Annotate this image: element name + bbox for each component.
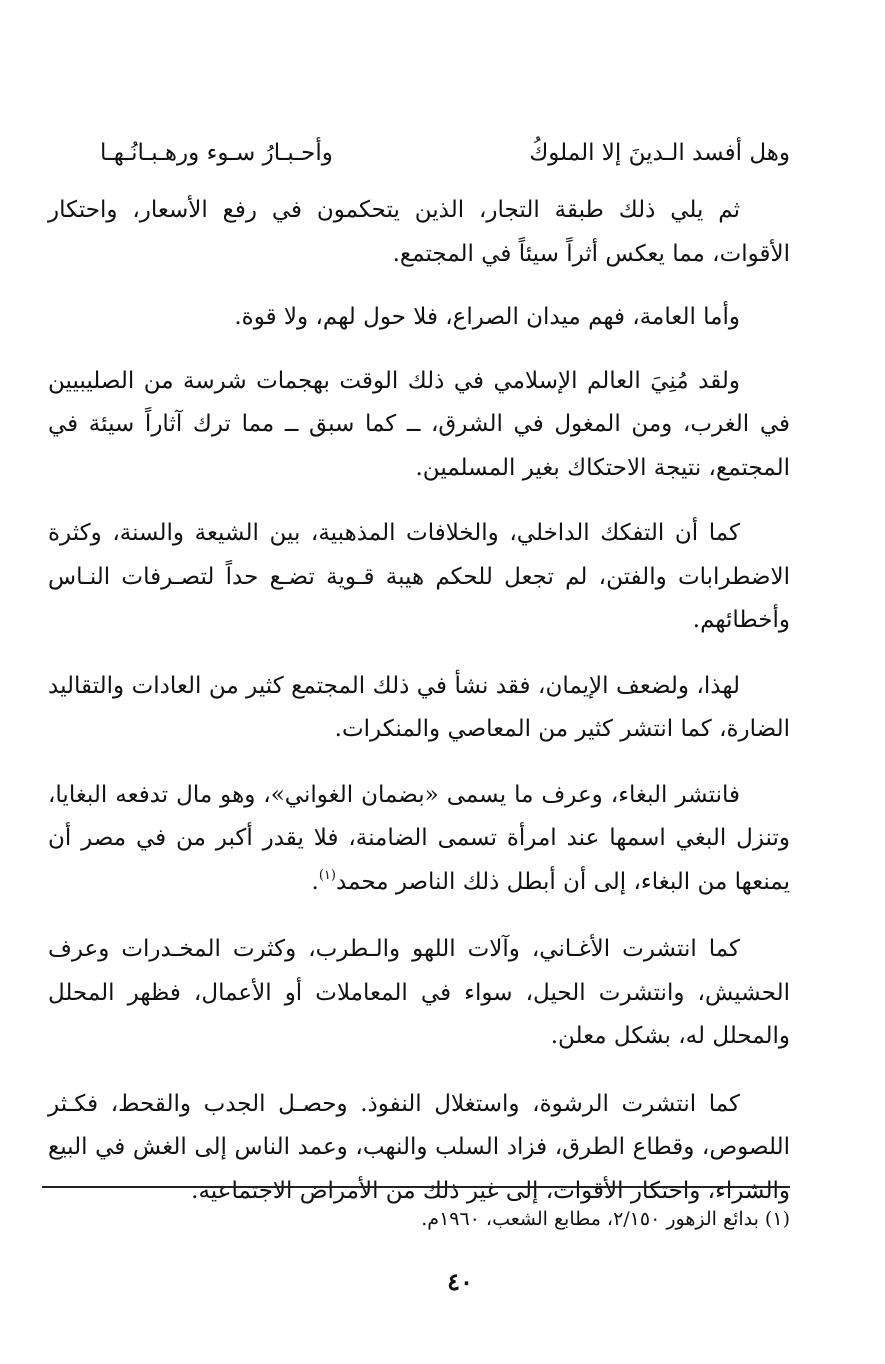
paragraph-merchants: ثم يلي ذلك طبقة التجار، الذين يتحكمون في رفع الأسعار، واحتكار الأقوات، مما يعكس أثراً سيئاً في المجتمع. [48, 197, 790, 267]
footnote-reference[interactable]: (١) [318, 867, 336, 883]
paragraph-harmful-customs: لهذا، ولضعف الإيمان، فقد نشأ في ذلك المجتمع كثير من العادات والتقاليد الضارة، كما انتشر كثير من المعاصي والمنكرات. [48, 672, 790, 742]
paragraph-prostitution [48, 774, 790, 905]
paragraph-prostitution-end: . [311, 868, 319, 895]
paragraph-commoners: وأما العامة، فهم ميدان الصراع، فلا حول لهم، ولا قوة. [234, 304, 740, 330]
paragraph-prostitution-text: فانتشر البغاء، وعرف ما يسمى «بضمان الغواني»، وهو مال تدفعه البغايا، وتنزل البغي اسمها عند امرأة تسمى الضامنة، فلا يقدر أكبر من في مصر أن يمنعها من البغاء، إلى أن أبطل ذلك الناصر محمد [48, 781, 790, 895]
verse-hemistich-right: وهل أفسد الـدينَ إلا الملوكُ [529, 140, 790, 166]
paragraph-entertainment: كما انتشرت الأغـاني، وآلات اللهو والـطرب، وكثرت المخـدرات وعرف الحشيش، وانتشرت الحيل، سواء في المعاملات أو الأعمال، فظهر المحلل والمحلل له، بشكل معلن. [48, 936, 790, 1049]
footnote-separator [42, 1186, 790, 1188]
page-number [0, 1262, 885, 1302]
page-number-text: ٤٠ [447, 1267, 473, 1296]
paragraph-internal-divisions: كما أن التفكك الداخلي، والخلافات المذهبية، بين الشيعة والسنة، وكثرة الاضطرابات والفتن، لم تجعل للحكم هيبة قـوية تضـع حداً لتصـرفات النـاس وأخطائهم. [48, 520, 790, 633]
paragraph-invasions: ولقد مُنِيَ العالم الإسلامي في ذلك الوقت بهجمات شرسة من الصليبيين في الغرب، ومن المغول في الشرق، ــ كما سبق ــ مما ترك آثاراً سيئة في المجتمع، نتيجة الاحتكاك بغير المسلمين. [48, 367, 790, 481]
paragraph-bribery: كما انتشرت الرشوة، واستغلال النفوذ. وحصـل الجدب والقحط، فكـثر اللصوص، وقطاع الطرق، فزاد السلب والنهب، وعمد الناس إلى الغش في البيع والشراء، واحتكار الأقوات، إلى غير ذلك من الأمراض الاجتماعية. [48, 1090, 790, 1204]
verse-hemistich-left: وأحـبـارُ سـوء ورهـبـانُـهـا [100, 140, 333, 166]
poetry-verse [100, 128, 790, 178]
footnote: (١) بدائع الزهور ٢/١٥٠، مطابع الشعب، ١٩٦٠م. [421, 1208, 790, 1230]
